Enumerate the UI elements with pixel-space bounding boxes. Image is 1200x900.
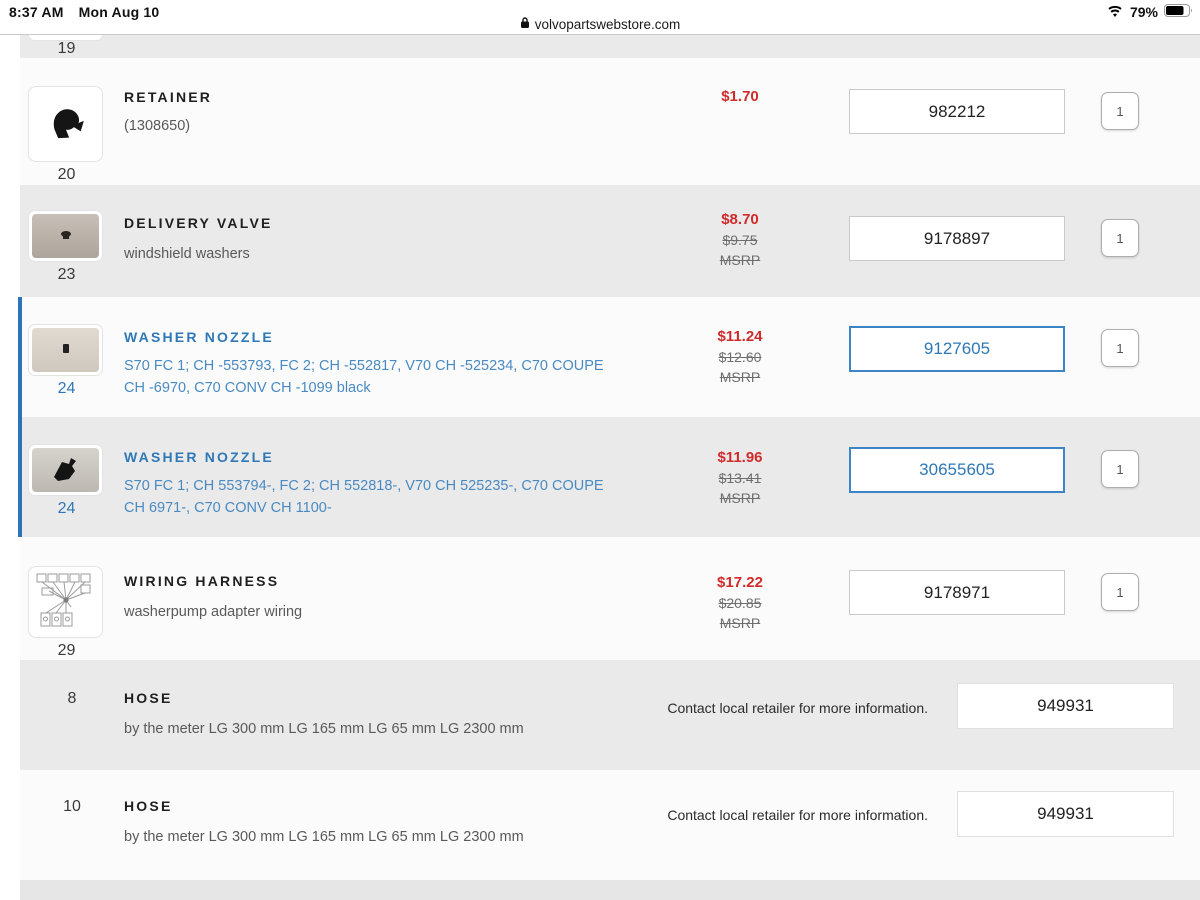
part-number-input[interactable] bbox=[849, 216, 1065, 261]
quantity-input[interactable] bbox=[1101, 92, 1139, 130]
part-description: S70 FC 1; CH -553793, FC 2; CH -552817, V70 CH -525234, C70 COUPE CH -6970, C70 CONV CH -1099 black bbox=[124, 358, 604, 396]
part-row-washer-nozzle-2[interactable] bbox=[20, 417, 1200, 537]
part-number-input[interactable] bbox=[957, 683, 1174, 729]
retailer-note: Contact local retailer for more information. bbox=[667, 700, 928, 716]
part-description: windshield washers bbox=[124, 246, 250, 262]
part-number-input[interactable] bbox=[849, 326, 1065, 372]
address-url: volvopartswebstore.com bbox=[534, 16, 681, 32]
clock-date: Mon Aug 10 bbox=[78, 4, 160, 20]
part-title: WASHER NOZZLE bbox=[124, 329, 274, 345]
next-row-edge bbox=[20, 880, 1200, 900]
row-number: 29 bbox=[57, 642, 76, 659]
lock-icon bbox=[520, 16, 530, 32]
battery-percent: 79% bbox=[1129, 4, 1158, 20]
part-row-retainer[interactable] bbox=[20, 58, 1200, 185]
battery-icon bbox=[1164, 4, 1193, 20]
part-price: $8.70 bbox=[721, 211, 759, 228]
part-price: $11.24 bbox=[717, 328, 763, 345]
part-row-washer-nozzle-1[interactable] bbox=[20, 297, 1200, 417]
part-title: HOSE bbox=[124, 690, 173, 706]
clock-time: 8:37 AM bbox=[9, 4, 64, 20]
part-title: DELIVERY VALVE bbox=[124, 215, 273, 231]
msrp-label: MSRP bbox=[719, 615, 761, 631]
part-row-hose-8[interactable] bbox=[20, 660, 1200, 770]
part-code: (1308650) bbox=[124, 118, 191, 134]
part-thumbnail[interactable] bbox=[28, 324, 103, 376]
status-bar bbox=[0, 0, 1200, 35]
part-title: WIRING HARNESS bbox=[124, 573, 280, 589]
part-thumbnail[interactable] bbox=[28, 444, 103, 496]
retailer-note: Contact local retailer for more information. bbox=[667, 807, 928, 823]
part-number-input[interactable] bbox=[957, 791, 1174, 837]
part-msrp: $13.41 bbox=[718, 470, 762, 486]
wifi-icon bbox=[1106, 4, 1124, 20]
part-description: by the meter LG 300 mm LG 165 mm LG 65 mm LG 2300 mm bbox=[124, 721, 524, 737]
row-number: 19 bbox=[57, 40, 76, 57]
wiring-harness-drawing bbox=[35, 571, 97, 633]
retainer-photo bbox=[45, 103, 87, 145]
part-thumbnail[interactable] bbox=[28, 210, 103, 262]
part-row-hose-10[interactable] bbox=[20, 770, 1200, 880]
quantity-input[interactable] bbox=[1101, 450, 1139, 488]
part-description: by the meter LG 300 mm LG 165 mm LG 65 mm LG 2300 mm bbox=[124, 829, 524, 845]
quantity-input[interactable] bbox=[1101, 329, 1139, 367]
part-msrp: $20.85 bbox=[718, 595, 762, 611]
part-price: $17.22 bbox=[717, 574, 763, 591]
row-number: 10 bbox=[63, 798, 81, 815]
row-number: 23 bbox=[57, 266, 76, 283]
part-number-input[interactable] bbox=[849, 89, 1065, 134]
parts-list bbox=[20, 35, 1200, 900]
part-description: S70 FC 1; CH 553794-, FC 2; CH 552818-, V70 CH 525235-, C70 COUPE CH 6971-, C70 CONV CH 1100- bbox=[124, 478, 604, 516]
address-bar[interactable] bbox=[0, 16, 1200, 32]
part-number-input[interactable] bbox=[849, 447, 1065, 493]
msrp-label: MSRP bbox=[719, 490, 761, 506]
part-price: $1.70 bbox=[721, 88, 759, 105]
part-description: washerpump adapter wiring bbox=[124, 604, 303, 620]
part-msrp: $12.60 bbox=[718, 349, 762, 365]
msrp-label: MSRP bbox=[719, 252, 761, 268]
row-number: 24 bbox=[57, 500, 76, 517]
washer-nozzle-photo bbox=[32, 448, 99, 492]
row-number: 20 bbox=[57, 166, 76, 183]
msrp-label: MSRP bbox=[719, 369, 761, 385]
part-title: WASHER NOZZLE bbox=[124, 449, 274, 465]
row-number: 8 bbox=[67, 690, 77, 707]
delivery-valve-photo bbox=[32, 214, 99, 258]
part-thumbnail[interactable] bbox=[28, 566, 103, 638]
part-number-input[interactable] bbox=[849, 570, 1065, 615]
part-thumbnail[interactable] bbox=[28, 86, 103, 162]
part-price: $11.96 bbox=[717, 449, 763, 466]
quantity-input[interactable] bbox=[1101, 573, 1139, 611]
part-row-delivery-valve[interactable] bbox=[20, 185, 1200, 297]
part-row-19[interactable] bbox=[20, 35, 1200, 58]
washer-nozzle-photo bbox=[32, 328, 99, 372]
part-msrp: $9.75 bbox=[722, 232, 758, 248]
part-row-wiring-harness[interactable] bbox=[20, 537, 1200, 660]
part-title: RETAINER bbox=[124, 89, 213, 105]
row-number: 24 bbox=[57, 380, 76, 397]
part-title: HOSE bbox=[124, 798, 173, 814]
quantity-input[interactable] bbox=[1101, 219, 1139, 257]
